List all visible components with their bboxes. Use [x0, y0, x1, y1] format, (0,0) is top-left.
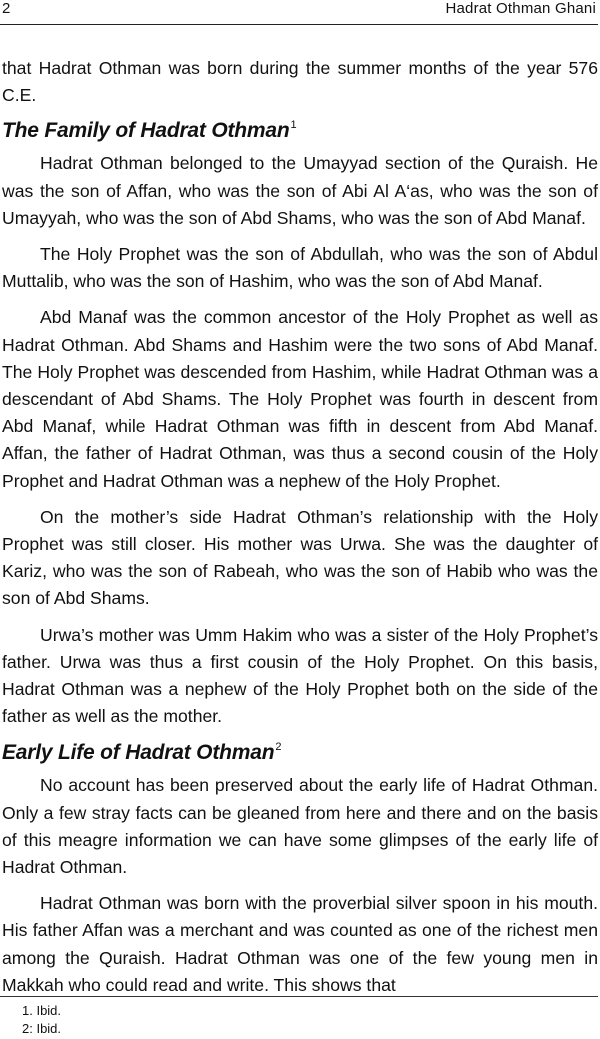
section-heading-early-life-text: Early Life of Hadrat Othman — [2, 741, 275, 765]
intro-paragraph: that Hadrat Othman was born during the summer months of the year 576 C.E. — [2, 58, 598, 106]
footnotes — [22, 1002, 61, 1038]
page-body — [2, 55, 598, 1008]
footnote-rule — [0, 996, 598, 997]
paragraph: The Holy Prophet was the son of Abdullah, who was the son of Abdul Muttalib, who was the son of Hashim, who was the son of Abd Manaf. — [2, 244, 598, 292]
section-heading-early-life — [2, 739, 598, 766]
paragraph: Hadrat Othman belonged to the Umayyad section of the Quraish. He was the son of Affan, who was the son of Abi Al A‘as, who was the son of Umayyah, who was the son of Abd Shams, who was the son of Abd Manaf. — [2, 153, 598, 228]
running-title: Hadrat Othman Ghani — [445, 0, 596, 17]
paragraph: Abd Manaf was the common ancestor of the Holy Prophet as well as Hadrat Othman. Abd Shams and Hashim were the two sons of Abd Manaf. The Holy Prophet was descended from Hashim, while Hadrat Othman was a descendant of Abd Shams. The Holy Prophet was fourth in descent from Abd Manaf, while Hadrat Othman was fifth in descent from Abd Manaf. Affan, the father of Hadrat Othman, was thus a second cousin of the Holy Prophet and Hadrat Othman was a nephew of the Holy Prophet. — [2, 307, 598, 491]
footnote-1: 1. Ibid. — [22, 1003, 62, 1018]
footnote-ref-2: 2 — [275, 741, 282, 754]
header-rule — [0, 24, 598, 25]
page-header — [0, 0, 598, 22]
section-heading-family-text: The Family of Hadrat Othman — [2, 119, 290, 143]
paragraph: On the mother’s side Hadrat Othman’s relationship with the Holy Prophet was still closer. His mother was Urwa. She was the daughter of Kariz, who was the son of Rabeah, who was the son of Habib who was the son of Abd Shams. — [2, 506, 598, 609]
paragraph: No account has been preserved about the early life of Hadrat Othman. Only a few stray facts can be gleaned from here and there and on the basis of this meagre information we can have some glimpses of the early life of Hadrat Othman. — [2, 775, 598, 878]
footnote-2: 2: Ibid. — [22, 1021, 62, 1036]
page-number: 2 — [2, 0, 11, 17]
section-heading-family — [2, 117, 598, 144]
paragraph: Hadrat Othman was born with the proverbial silver spoon in his mouth. His father Affan was a merchant and was counted as one of the richest men among the Quraish. Hadrat Othman was one of the few young men in Makkah who could read and write. This shows that — [2, 893, 598, 995]
footnote-ref-1: 1 — [290, 119, 297, 132]
paragraph: Urwa’s mother was Umm Hakim who was a sister of the Holy Prophet’s father. Urwa was thus a first cousin of the Holy Prophet. On this basis, Hadrat Othman was a nephew of the Holy Prophet both on the side of the father as well as the mother. — [2, 624, 598, 727]
